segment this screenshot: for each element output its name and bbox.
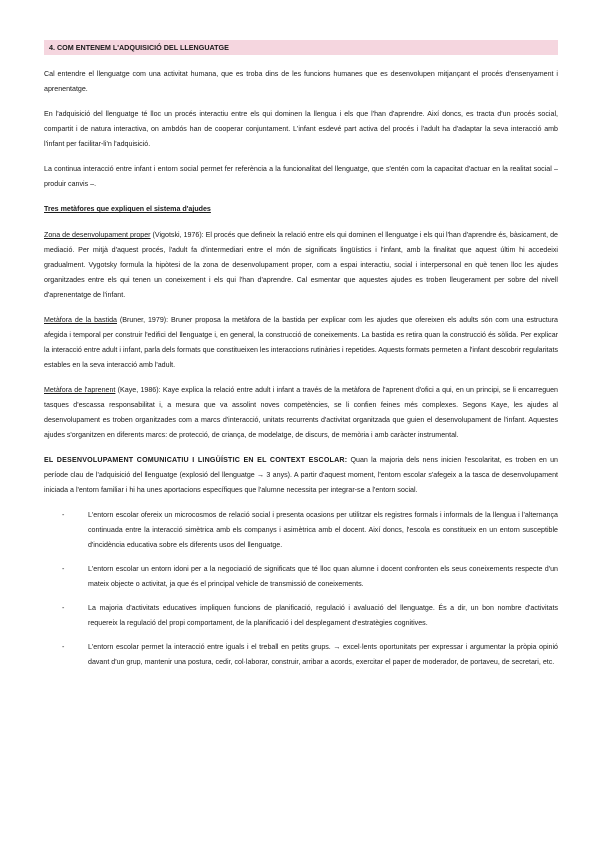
school-context-text: Quan la majoria dels nens inicien l'escolaritat, es troben en un període clau de l'adquisició del llenguatge (explosió del llenguatge → 3 anys). A partir d'aquest moment, l'entorn escolar s'afegeix a la tasca de desenvolupament iniciada a l'entorn familiar i hi ha unes aportacions específiques que l'alumne necessita per integrar-se a l'entorn social. xyxy=(44,456,558,494)
list-item-text: L'entorn escolar ofereix un microcosmos de relació social i presenta ocasions per utilitzar els registres formals i informals de la llengua i l'alternança continuada entre la interacció simètrica amb els companys i asimètrica amb el docent. Així doncs, l'escola es constitueix en un entorn susceptible d'incidència educativa sobre els diferents usos del llenguatge. xyxy=(88,511,558,549)
metaphors-subheading: Tres metàfores que expliquen el sistema d'ajudes xyxy=(44,205,211,213)
list-item xyxy=(44,601,558,631)
metaphor-term: Metàfora de l'aprenent xyxy=(44,386,116,394)
list-item xyxy=(44,640,558,670)
school-context-paragraph xyxy=(44,453,558,498)
list-item-text: L'entorn escolar un entorn idoni per a la negociació de significats que té lloc quan alumne i docent confronten els seus coneixements respecte d'un mateix objecte o activitat, ja que és el principal vehicle de transmissió de coneixements. xyxy=(88,565,558,588)
functionality-paragraph: La continua interacció entre infant i entorn social permet fer referència a la funcionalitat del llenguatge, que s'entén com la capacitat d'actuar en la realitat social – produir canvis –. xyxy=(44,165,558,188)
metaphor-bastida xyxy=(44,313,558,373)
list-item xyxy=(44,562,558,592)
list-item-text: L'entorn escolar permet la interacció entre iguals i el treball en petits grups. → excel·lents oportunitats per expressar i argumentar la pròpia opinió davant d'un grup, mantenir una postura, cedir, col·laborar, construir, arribar a acords, exercitar el paper de moderador, de portaveu, de secretari, etc. xyxy=(88,643,558,666)
bullet-marker: - xyxy=(62,565,65,573)
metaphor-aprenent xyxy=(44,383,558,443)
metaphor-text: (Bruner, 1979): Bruner proposa la metàfora de la bastida per explicar com les ajudes que ofereixen els adults són com una estructura afegida i temporal per construir l'edifici del llenguatge i, en general, la construcció de coneixements. La bastida es retira quan la construcció és sòlida. Per explicar la interacció entre adult i infant, parla dels formats que constitueixen les interaccions rutinàries i repetides. Aquests formats permeten a l'infant descobrir regularitats estables en la seva interacció amb l'adult. xyxy=(44,316,558,369)
school-context-list xyxy=(44,508,558,670)
metaphor-term: Zona de desenvolupament proper xyxy=(44,231,151,239)
intro-paragraph: Cal entendre el llenguatge com una activitat humana, que es troba dins de les funcions humanes que es desenvolupen mitjançant el procés d'ensenyament i aprenentatge. xyxy=(44,70,558,93)
list-item-text: La majoria d'activitats educatives impliquen funcions de planificació, regulació i avaluació del llenguatge. És a dir, un bon nombre d'activitats requereix la regulació del propi comportament, de la planificació i del desplegament d'estratègies cognitives. xyxy=(88,604,558,627)
metaphor-zdp xyxy=(44,228,558,303)
school-context-title: EL DESENVOLUPAMENT COMUNICATIU I LINGÜÍSTIC EN EL CONTEXT ESCOLAR: xyxy=(44,456,348,464)
metaphor-text: (Vigotski, 1976): El procés que defineix la relació entre els qui dominen el llenguatge i els qui l'han d'aprendre és, bàsicament, de mediació. Per mitjà d'aquest procés, l'adult fa d'intermediari entre el món de significats lingüístics i l'infant, amb la finalitat que aquest últim hi accedeixi gradualment. Vygotsky formula la hipòtesi de la zona de desenvolupament proper, com a espai interactiu, social i interpersonal en què tenen lloc les ajudes organitzades entre els qui tenen un coneixement i els qui l'han d'aprendre. Cal esmentar que aquestes ajudes es troben lleugerament per sobre del nivell d'aprenentatge de l'infant. xyxy=(44,231,559,299)
metaphor-term: Metàfora de la bastida xyxy=(44,316,117,324)
document-page xyxy=(44,40,558,679)
bullet-marker: - xyxy=(62,643,65,651)
bullet-marker: - xyxy=(62,511,65,519)
section-heading: 4. COM ENTENEM L'ADQUISICIÓ DEL LLENGUATGE xyxy=(44,40,558,55)
interaction-paragraph: En l'adquisició del llenguatge té lloc un procés interactiu entre els qui dominen la llengua i els que l'han d'aprendre. Així doncs, es tracta d'un procés social, compartit i de natura interactiva, on ambdós han de cooperar conjuntament. L'infant esdevé part activa del procés i l'adult ha d'adaptar la seva interacció amb l'infant per facilitar-li'n l'adquisició. xyxy=(44,110,558,148)
list-item xyxy=(44,508,558,553)
metaphor-text: (Kaye, 1986): Kaye explica la relació entre adult i infant a través de la metàfora de l'aprenent d'ofici a qui, en un principi, se li encarreguen tasques d'escassa responsabilitat i, a mesura que va assolint noves competències, se li confien feines més complexes. Segons Kaye, les ajudes al desenvolupament es troben organitzades com a marcs d'interacció, unitats recurrents d'activitat organitzada que guien el desenvolupament de l'infant. Aquestes ajudes s'organitzen en diferents marcs: de protecció, de criança, de modelatge, de discurs, de memòria i amb caràcter instrumental. xyxy=(44,386,559,439)
bullet-marker: - xyxy=(62,604,65,612)
